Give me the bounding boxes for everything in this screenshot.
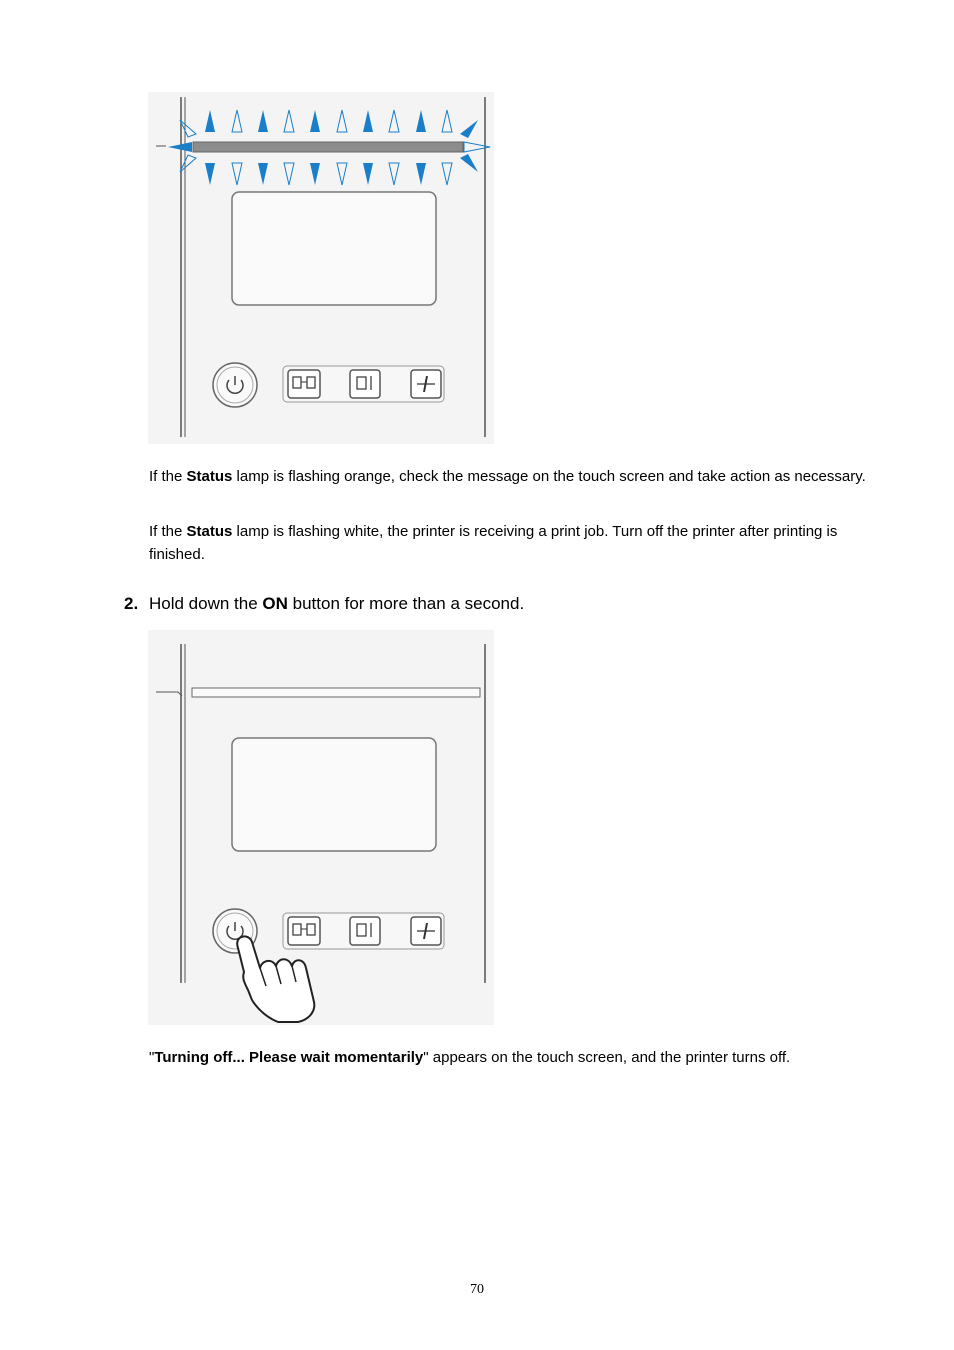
text: " appears on the touch screen, and the printer turns off. <box>423 1049 791 1066</box>
control-panel-illustration <box>148 92 494 444</box>
text: Hold down the <box>149 594 263 613</box>
paper-switch-icon <box>288 370 320 398</box>
text: button for more than a second. <box>287 594 525 613</box>
text: " <box>149 1049 155 1066</box>
status-orange-paragraph <box>149 465 869 488</box>
touch-screen <box>232 738 436 851</box>
press-on-button-figure <box>148 630 494 1025</box>
status-lamp <box>156 142 463 152</box>
status-lamp <box>192 688 480 697</box>
control-panel-press-illustration <box>148 630 494 1025</box>
feed-icon <box>350 917 380 945</box>
power-icon <box>213 363 257 407</box>
step-2 <box>124 592 524 616</box>
paper-switch-icon <box>288 917 320 945</box>
step-number: 2. <box>124 594 139 613</box>
status-white-paragraph <box>149 520 869 566</box>
text: If the <box>149 468 187 485</box>
result-paragraph <box>149 1046 889 1069</box>
text: lamp is flashing white, the printer is receiving a print job. Turn off the printer after printing is finished. <box>149 523 838 563</box>
feed-icon <box>350 370 380 398</box>
cut-icon <box>411 917 441 945</box>
cut-icon <box>411 370 441 398</box>
page-number: 70 <box>470 1282 484 1297</box>
text: If the <box>149 523 187 540</box>
on-button-term: ON <box>262 594 288 613</box>
message-term: Turning off... Please wait momentarily <box>154 1049 424 1066</box>
control-panel-flashing-figure <box>148 92 494 444</box>
status-term: Status <box>186 468 233 485</box>
text: lamp is flashing orange, check the message on the touch screen and take action as necessary. <box>232 468 866 485</box>
status-term: Status <box>186 523 233 540</box>
touch-screen <box>232 192 436 305</box>
